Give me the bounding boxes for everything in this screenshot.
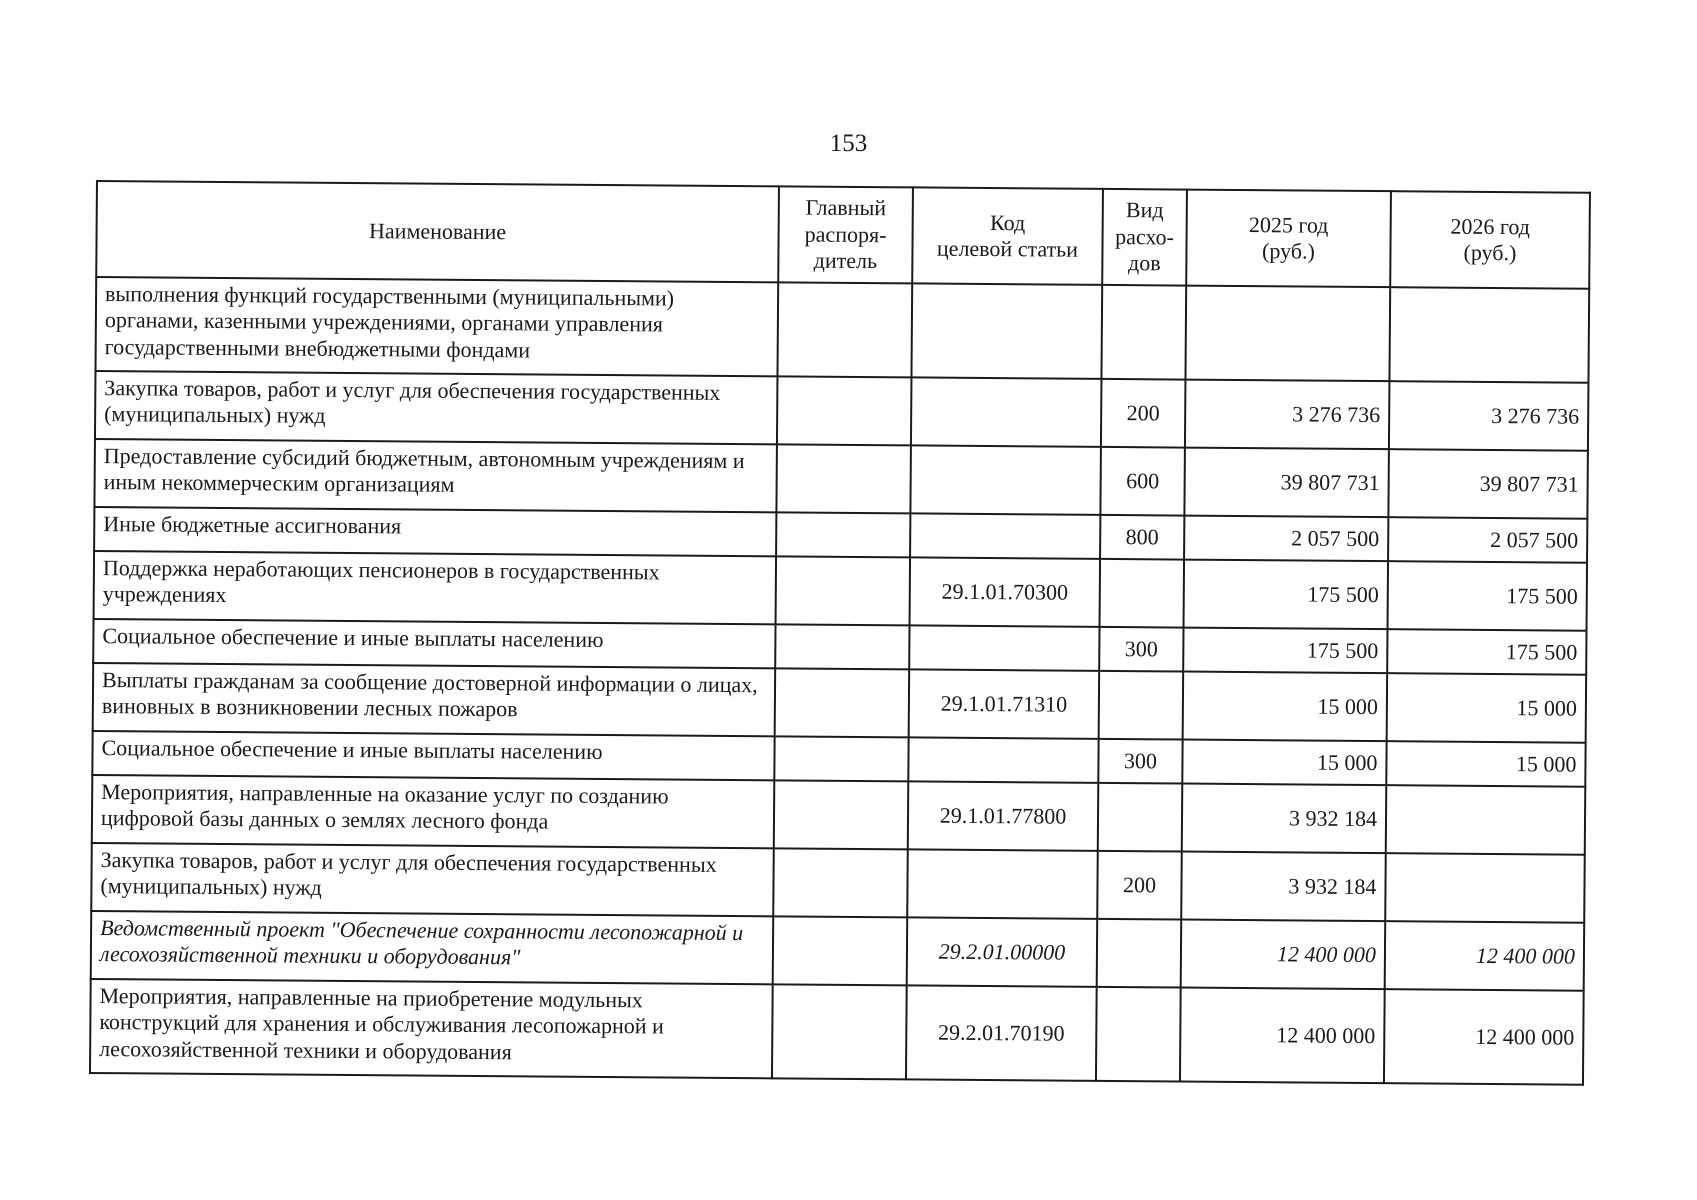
cell-admin	[775, 624, 909, 669]
cell-code	[908, 737, 1098, 782]
cell-admin	[776, 444, 911, 513]
cell-code	[910, 445, 1101, 514]
cell-name: Закупка товаров, работ и услуг для обеспечения государственных (муниципальных) нужд	[91, 843, 774, 916]
table-row	[95, 277, 1589, 383]
cell-name: выполнения функций государственными (муниципальными) органами, казенными учреждениями, органами управления государственными внебюджетными фондами	[95, 277, 778, 376]
cell-code: 29.1.01.70300	[910, 557, 1101, 626]
header-code: Код целевой статьи	[912, 187, 1103, 284]
cell-2025: 12 400 000	[1181, 920, 1386, 990]
cell-2025	[1185, 286, 1390, 382]
cell-kind: 200	[1101, 379, 1186, 448]
header-name: Наименование	[96, 181, 779, 282]
cell-admin	[772, 984, 907, 1079]
page-number: 153	[829, 130, 868, 157]
cell-2026: 175 500	[1387, 629, 1586, 675]
cell-2026: 3 276 736	[1389, 381, 1589, 451]
table-row	[92, 775, 1585, 855]
cell-admin	[773, 916, 908, 985]
cell-2025: 3 932 184	[1181, 852, 1386, 922]
table-row	[90, 979, 1584, 1085]
cell-2026: 15 000	[1387, 673, 1587, 743]
cell-name: Предоставление субсидий бюджетным, автономным учреждениям и иным некоммерческим организациям	[94, 439, 777, 512]
cell-kind: 200	[1097, 851, 1182, 920]
cell-2026: 12 400 000	[1385, 921, 1585, 991]
cell-admin	[776, 512, 910, 557]
cell-2025: 39 807 731	[1184, 448, 1389, 518]
cell-kind	[1096, 987, 1181, 1082]
cell-name: Ведомственный проект "Обеспечение сохранности лесопожарной и лесохозяйственной техники и оборудования"	[91, 911, 774, 984]
cell-2025: 15 000	[1183, 672, 1388, 742]
header-kind: Вид расхо- дов	[1102, 189, 1187, 286]
cell-2025: 175 500	[1184, 560, 1389, 630]
cell-kind	[1097, 919, 1182, 988]
cell-2025: 2 057 500	[1184, 516, 1388, 562]
cell-name: Мероприятия, направленные на приобретение модульных конструкций для хранения и обслуживания лесопожарной и лесохозяйственной техники и оборудования	[90, 979, 773, 1078]
cell-admin	[774, 780, 909, 849]
cell-kind	[1101, 285, 1186, 380]
header-admin: Главный распоря- дитель	[778, 186, 913, 283]
cell-name: Иные бюджетные ассигнования	[94, 507, 776, 556]
cell-2026	[1386, 785, 1586, 855]
cell-2026: 2 057 500	[1388, 517, 1587, 563]
table-row	[91, 911, 1584, 991]
cell-name: Закупка товаров, работ и услуг для обеспечения государственных (муниципальных) нужд	[95, 371, 778, 444]
cell-2026	[1385, 853, 1585, 923]
cell-2026: 39 807 731	[1388, 449, 1588, 519]
cell-code: 29.2.01.70190	[906, 985, 1097, 1080]
cell-name: Социальное обеспечение и иные выплаты населению	[92, 731, 774, 780]
cell-2026: 15 000	[1386, 741, 1585, 787]
cell-kind: 300	[1099, 627, 1183, 672]
header-2025: 2025 год (руб.)	[1186, 190, 1391, 288]
cell-code	[910, 513, 1100, 558]
cell-kind	[1098, 783, 1183, 852]
cell-name: Социальное обеспечение и иные выплаты населению	[93, 619, 775, 668]
table-row	[91, 843, 1584, 923]
header-row	[96, 181, 1590, 289]
cell-kind: 600	[1100, 447, 1185, 516]
cell-2025: 3 276 736	[1185, 380, 1390, 450]
cell-name: Поддержка неработающих пенсионеров в государственных учреждениях	[94, 551, 777, 624]
table-row	[94, 439, 1587, 519]
cell-admin	[776, 556, 911, 625]
cell-name: Выплаты гражданам за сообщение достоверной информации о лицах, виновных в возникновении лесных пожаров	[93, 663, 776, 736]
cell-2025: 3 932 184	[1182, 784, 1387, 854]
cell-admin	[775, 668, 910, 737]
cell-kind: 300	[1098, 739, 1182, 784]
cell-code: 29.2.01.00000	[907, 917, 1098, 986]
header-2026: 2026 год (руб.)	[1390, 191, 1590, 289]
cell-admin	[777, 282, 912, 377]
cell-admin	[774, 736, 908, 781]
cell-name: Мероприятия, направленные на оказание услуг по созданию цифровой базы данных о землях лесного фонда	[92, 775, 775, 848]
cell-2026	[1389, 287, 1589, 383]
table-row	[93, 663, 1586, 743]
cell-2026: 12 400 000	[1384, 989, 1584, 1085]
cell-code	[909, 625, 1099, 670]
budget-table	[89, 180, 1591, 1086]
cell-2025: 12 400 000	[1180, 988, 1385, 1084]
cell-admin	[777, 376, 912, 445]
cell-code	[907, 849, 1098, 918]
cell-code: 29.1.01.77800	[908, 781, 1099, 850]
cell-code: 29.1.01.71310	[909, 669, 1100, 738]
cell-code	[911, 377, 1102, 446]
cell-kind: 800	[1100, 515, 1184, 560]
cell-admin	[773, 848, 908, 917]
cell-kind	[1100, 559, 1185, 628]
cell-code	[911, 283, 1102, 378]
table-row	[95, 371, 1588, 451]
cell-2026: 175 500	[1388, 561, 1588, 631]
cell-kind	[1099, 671, 1184, 740]
cell-2025: 15 000	[1182, 740, 1386, 786]
table-row	[94, 551, 1587, 631]
cell-2025: 175 500	[1183, 628, 1387, 674]
